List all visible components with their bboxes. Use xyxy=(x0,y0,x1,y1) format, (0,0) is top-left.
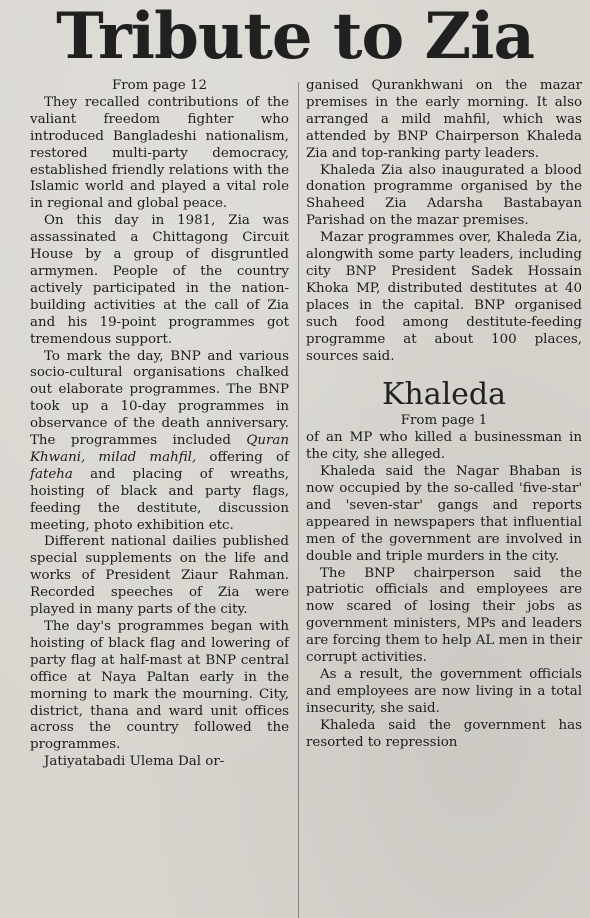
paragraph-text: offering of xyxy=(196,449,289,465)
paragraph: Different national dailies published special supplements on the life and works of President Ziaur Rahman. Recorded speeches of Zia were played in many parts of the city. xyxy=(30,534,289,618)
paragraph: ganised Qurankhwani on the mazar premises in the early morning. It also arranged a mild mahfil, which was attended by BNP Chairperson Khaleda Zia and top-ranking party leaders. xyxy=(306,78,582,161)
paragraph: of an MP who killed a businessman in the city, she alleged. xyxy=(306,430,582,463)
headline: Tribute to Zia xyxy=(56,0,534,74)
paragraph: They recalled contributions of the valiant freedom fighter who introduced Bangladeshi nationalism, restored multi-party democracy, established friendly relations with the Islamic world and played a vital role in regional and global peace. xyxy=(30,94,289,212)
paragraph: As a result, the government officials and employees are now living in a total insecurity, she said. xyxy=(306,667,582,716)
right-column xyxy=(306,78,582,752)
paragraph-text: To mark the day, BNP and various socio-cultural organisations chalked out elaborate programmes. The BNP took up a 10-day programmes in observance of the death anniversary. The programmes included xyxy=(30,348,289,449)
paragraph: Mazar programmes over, Khaleda Zia, alongwith some party leaders, including city BNP President Sadek Hossain Khoka MP, distributed destitutes at 40 places in the capital. BNP organised such food among destitute-feeding programme at about 100 places, sources said. xyxy=(306,230,582,364)
paragraph: Khaleda said the government has resorted to repression xyxy=(306,717,582,750)
left-column xyxy=(30,78,289,771)
jump-line: From page 12 xyxy=(111,78,208,93)
paragraph: On this day in 1981, Zia was assassinated a Chittagong Circuit House by a group of disgruntled armymen. People of the country actively participated in the nation-building activities at the call of Zia and his 19-point programmes got tremendous support. xyxy=(30,213,289,347)
paragraph: Khaleda said the Nagar Bhaban is now occupied by the so-called 'five-star' and 'seven-star' gangs and reports appeared in newspapers that influential men of the government are involved in double and triple murders in the city. xyxy=(306,464,582,564)
paragraph-text: and placing of wreaths, hoisting of black and party flags, feeding the destitute, discussion meeting, photo exhibition etc. xyxy=(30,466,289,533)
italic-text: Quran Khwani, milad mahfil, xyxy=(30,433,289,465)
italic-text: fateha xyxy=(30,466,73,482)
jump-line: From page 1 xyxy=(400,413,488,429)
paragraph xyxy=(30,349,289,535)
paragraph: Khaleda Zia also inaugurated a blood donation programme organised by the Shaheed Zia Adarsha Bastabayan Parishad on the mazar premises. xyxy=(306,162,582,229)
subhead: Khaleda xyxy=(381,377,507,413)
paragraph: Jatiyatabadi Ulema Dal or- xyxy=(44,754,225,770)
column-divider xyxy=(298,82,299,918)
paragraph: The day's programmes began with hoisting of black flag and lowering of party flag at half-mast at BNP central office at Naya Paltan early in the morning to mark the mourning. City, district, thana and ward unit offices across the country followed the programmes. xyxy=(30,619,289,753)
paragraph: The BNP chairperson said the patriotic officials and employees are now scared of losing their jobs as government ministers, MPs and leaders are forcing them to help AL men in their corrupt activities. xyxy=(306,565,582,666)
